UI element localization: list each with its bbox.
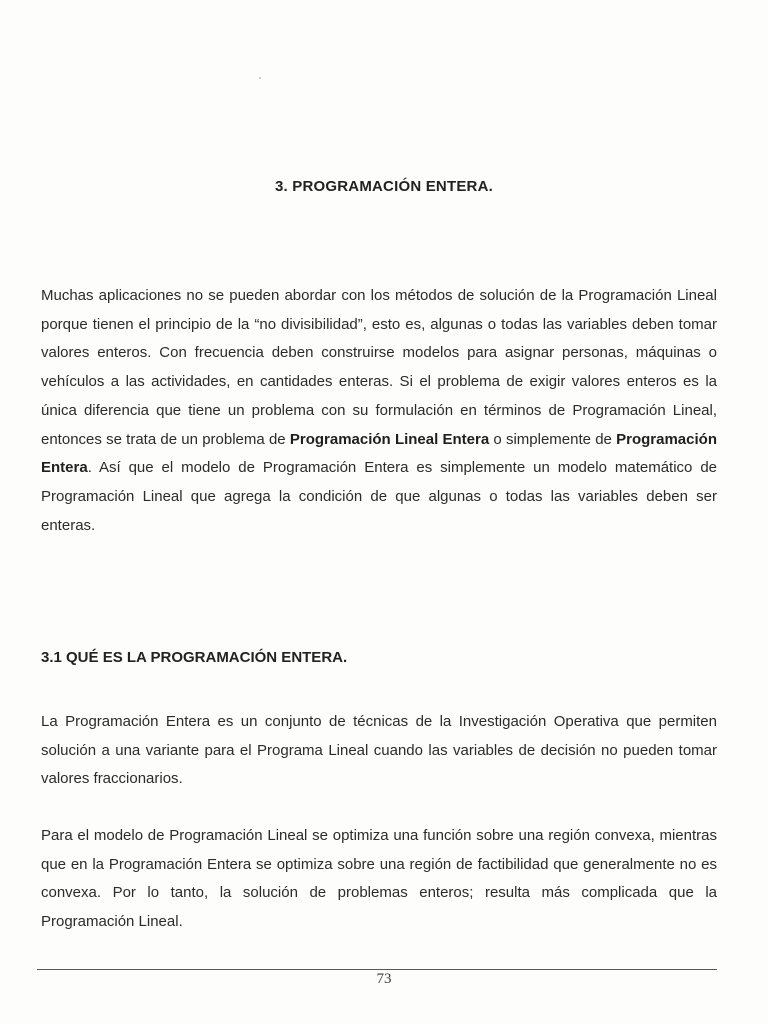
section-title: 3.1 QUÉ ES LA PROGRAMACIÓN ENTERA.	[41, 649, 348, 666]
intro-text-3: . Así que el modelo de Programación Entera es simplemente un modelo matemático de Programación Lineal que agrega la condición de que algunas o todas las variables deben ser enteras.	[41, 459, 717, 534]
page-number: 73	[376, 971, 392, 987]
section-paragraph-2: Para el modelo de Programación Lineal se optimiza una función sobre una región convexa, mientras que en la Programación Entera se optimiza sobre una región de factibilidad que generalmente no es convexa. Por lo tanto, la solución de problemas enteros; resulta más complicada que la Programación Lineal.	[41, 827, 717, 931]
chapter-title: 3. PROGRAMACIÓN ENTERA.	[275, 178, 493, 195]
scan-speck	[259, 77, 261, 79]
intro-paragraph	[41, 282, 717, 540]
intro-text-2: o simplemente de	[489, 430, 617, 448]
intro-bold-term-2: Programación Entera	[41, 430, 717, 477]
intro-text-1: Muchas aplicaciones no se pueden abordar con los métodos de solución de la Programación Lineal porque tienen el principio de la “no divisibilidad”, esto es, algunas o todas las variables deben tomar valores enteros. Con frecuencia deben construirse modelos para asignar personas, máquinas o vehículos a las actividades, en cantidades enteras. Si el problema de exigir valores enteros es la única diferencia que tiene un problema con su formulación en términos de Programación Lineal, entonces se trata de un problema de	[41, 287, 717, 448]
section-paragraph-1: La Programación Entera es un conjunto de técnicas de la Investigación Operativa que permiten solución a una variante para el Programa Lineal cuando las variables de decisión no pueden tomar valores fraccionarios.	[41, 713, 717, 788]
intro-bold-term-1: Programación Lineal Entera	[289, 430, 490, 448]
footer-divider	[37, 969, 717, 970]
